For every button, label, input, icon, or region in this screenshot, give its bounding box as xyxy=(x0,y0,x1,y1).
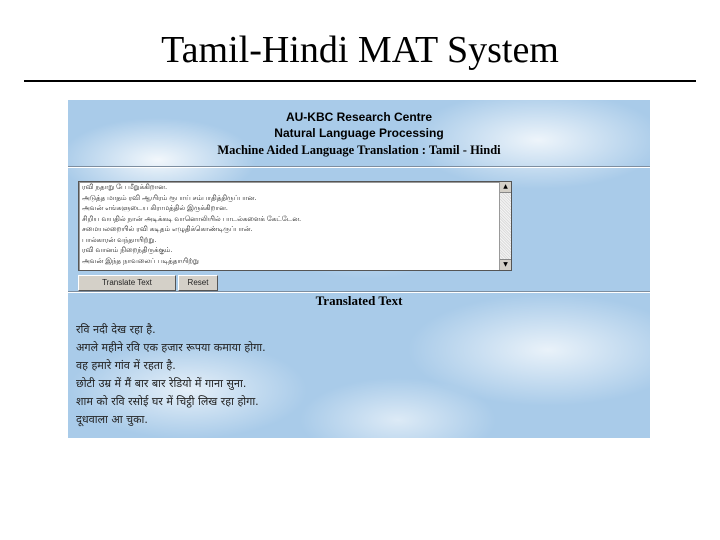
output-line: वह हमारे गांव में रहता है. xyxy=(76,359,176,372)
header-department: Natural Language Processing xyxy=(274,126,444,140)
input-line: அடுத்த மாதம் ரவி ஆயிரம் ரூபாய் சம்பாதித்திருப்பான. xyxy=(82,194,257,202)
vertical-scrollbar[interactable] xyxy=(499,182,511,270)
app-screenshot xyxy=(68,100,650,438)
translated-text-heading: Translated Text xyxy=(315,293,403,308)
scroll-down-icon[interactable]: ▼ xyxy=(500,259,511,270)
output-line: दूधवाला आ चुका. xyxy=(76,413,148,426)
title-divider xyxy=(24,80,696,82)
input-line: பால்காரன் வந்தாயிற்று. xyxy=(82,236,157,244)
input-line: சமையலறையில் ரவி கடிதம் எழுதிக்கொண்டிருப்பான். xyxy=(82,226,253,233)
header-divider xyxy=(68,166,650,168)
tamil-input-textarea[interactable] xyxy=(78,181,512,271)
output-line: छोटी उम्र में मैं बार बार रेडियो में गाना सुना. xyxy=(76,377,247,390)
scroll-track[interactable] xyxy=(500,193,511,259)
input-line: அவன் எங்களுடைய கிராமத்தில் இருக்கிறான. xyxy=(82,205,228,212)
translate-text-button[interactable]: Translate Text xyxy=(78,275,176,291)
input-line: சிறிய வயதில் நான் அடிக்கடி வானொலியில் பாடல்களைக் கேட்டேன. xyxy=(82,215,302,223)
input-line: ரவி வானம் நிறைந்திருக்கும். xyxy=(82,247,173,254)
header-app-name: Machine Aided Language Translation : Tamil - Hindi xyxy=(217,143,501,157)
input-line: ரவி நதாறு பே மீறுக்கிறான. xyxy=(82,184,168,191)
input-line: அவன் இந்த நாவலைப் படித்தாயிற்று xyxy=(82,257,199,265)
textarea-content xyxy=(82,183,492,267)
header-organization: AU-KBC Research Centre xyxy=(285,110,433,124)
scroll-up-icon[interactable]: ▲ xyxy=(500,182,511,193)
translated-output xyxy=(76,321,636,429)
output-line: रवि नदी देख रहा है. xyxy=(76,323,156,336)
output-line: शाम को रवि रसोई घर में चिट्ठी लिख रहा होगा. xyxy=(76,395,259,408)
slide-title: Tamil-Hindi MAT System xyxy=(161,29,559,71)
reset-button[interactable]: Reset xyxy=(178,275,218,291)
output-line: अगले महीने रवि एक हजार रूपया कमाया होगा. xyxy=(76,341,266,354)
